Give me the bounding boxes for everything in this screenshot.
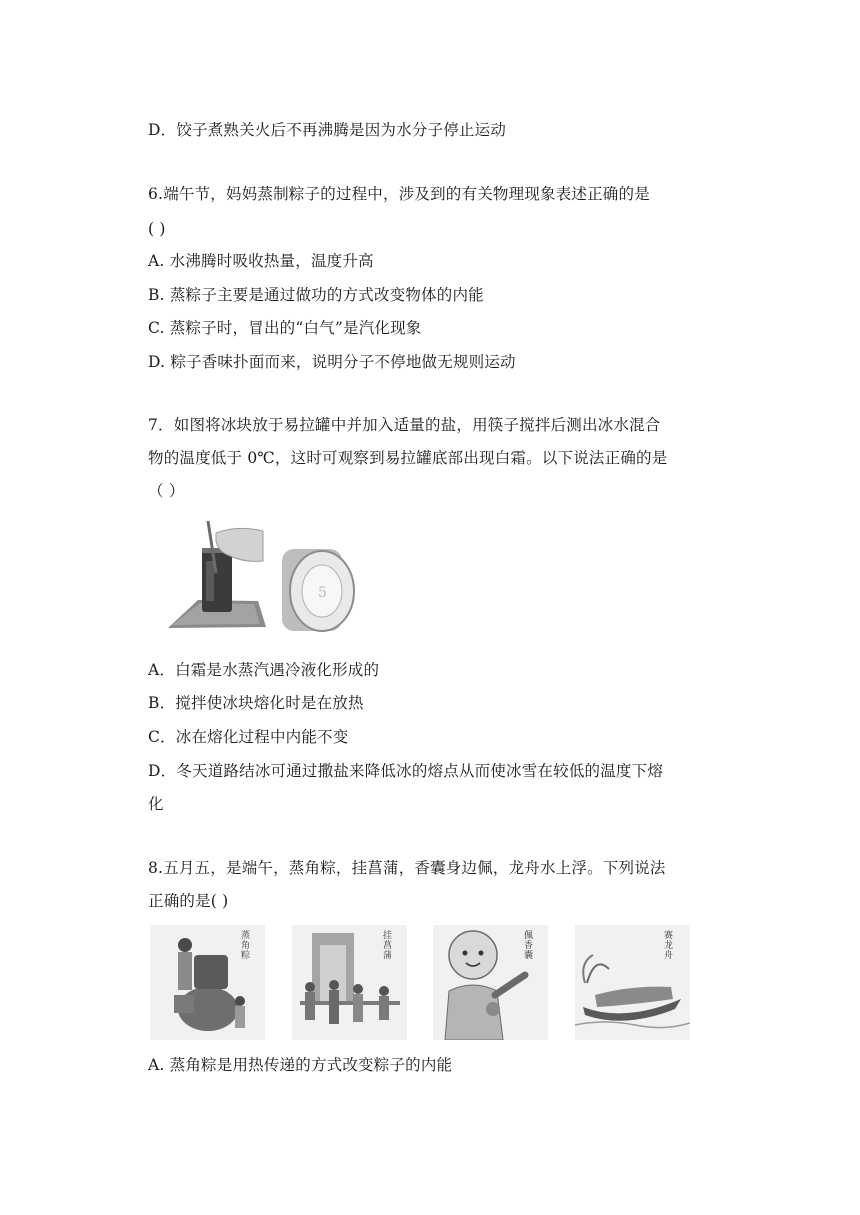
q8-option-a: A. 蒸角粽是用热传递的方式改变粽子的内能 [148, 1056, 453, 1074]
q6-option-b: B. 蒸粽子主要是通过做功的方式改变物体的内能 [148, 286, 484, 304]
can-stirring-illustration [158, 515, 363, 635]
q7-option-d-line-1: D．冬天道路结冰可通过撒盐来降低冰的熔点从而使冰雪在较低的温度下熔 [148, 762, 664, 780]
q7-stem-line-1: 7．如图将冰块放于易拉罐中并加入适量的盐，用筷子搅拌后测出冰水混合 [148, 416, 661, 434]
q6-option-a: A. 水沸腾时吸收热量，温度升高 [148, 252, 374, 270]
zongzi-steaming-illustration [150, 925, 265, 1040]
q7-stem-line-2: 物的温度低于 0℃，这时可观察到易拉罐底部出现白霜。以下说法正确的是 [148, 449, 668, 467]
caption-hang-calamus: 挂菖蒲 [383, 931, 393, 961]
q7-stem-line-3: （ ） [148, 482, 185, 500]
svg-text:5: 5 [318, 585, 327, 601]
q5-option-d: D．饺子煮熟关火后不再沸腾是因为水分子停止运动 [148, 121, 507, 139]
q8-stem-line-1: 8.五月五，是端午，蒸角粽，挂菖蒲，香囊身边佩，龙舟水上浮。下列说法 [148, 859, 666, 877]
q8-stem-line-2: 正确的是( ) [148, 892, 229, 910]
q7-figure [158, 515, 363, 635]
sachet-illustration [433, 925, 548, 1040]
q6-option-d: D. 粽子香味扑面而来，说明分子不停地做无规则运动 [148, 353, 516, 371]
caption-sachet: 佩香囊 [524, 931, 534, 961]
q6-stem-line-1: 6.端午节，妈妈蒸制粽子的过程中，涉及到的有关物理现象表述正确的是 [148, 185, 650, 203]
caption-dragon-boat: 赛龙舟 [664, 931, 674, 961]
hang-calamus-illustration [292, 925, 407, 1040]
caption-steam-zongzi: 蒸角粽 [241, 931, 251, 961]
q6-option-c: C. 蒸粽子时，冒出的“白气”是汽化现象 [148, 319, 422, 337]
q7-option-d-line-2: 化 [148, 795, 164, 813]
q7-option-b: B．搅拌使冰块熔化时是在放热 [148, 694, 364, 712]
q6-stem-line-2: ( ) [148, 220, 166, 238]
q7-option-c: C．冰在熔化过程中内能不变 [148, 728, 349, 746]
q7-option-a: A．白霜是水蒸汽遇冷液化形成的 [148, 661, 380, 679]
dragon-boat-illustration [575, 925, 690, 1040]
